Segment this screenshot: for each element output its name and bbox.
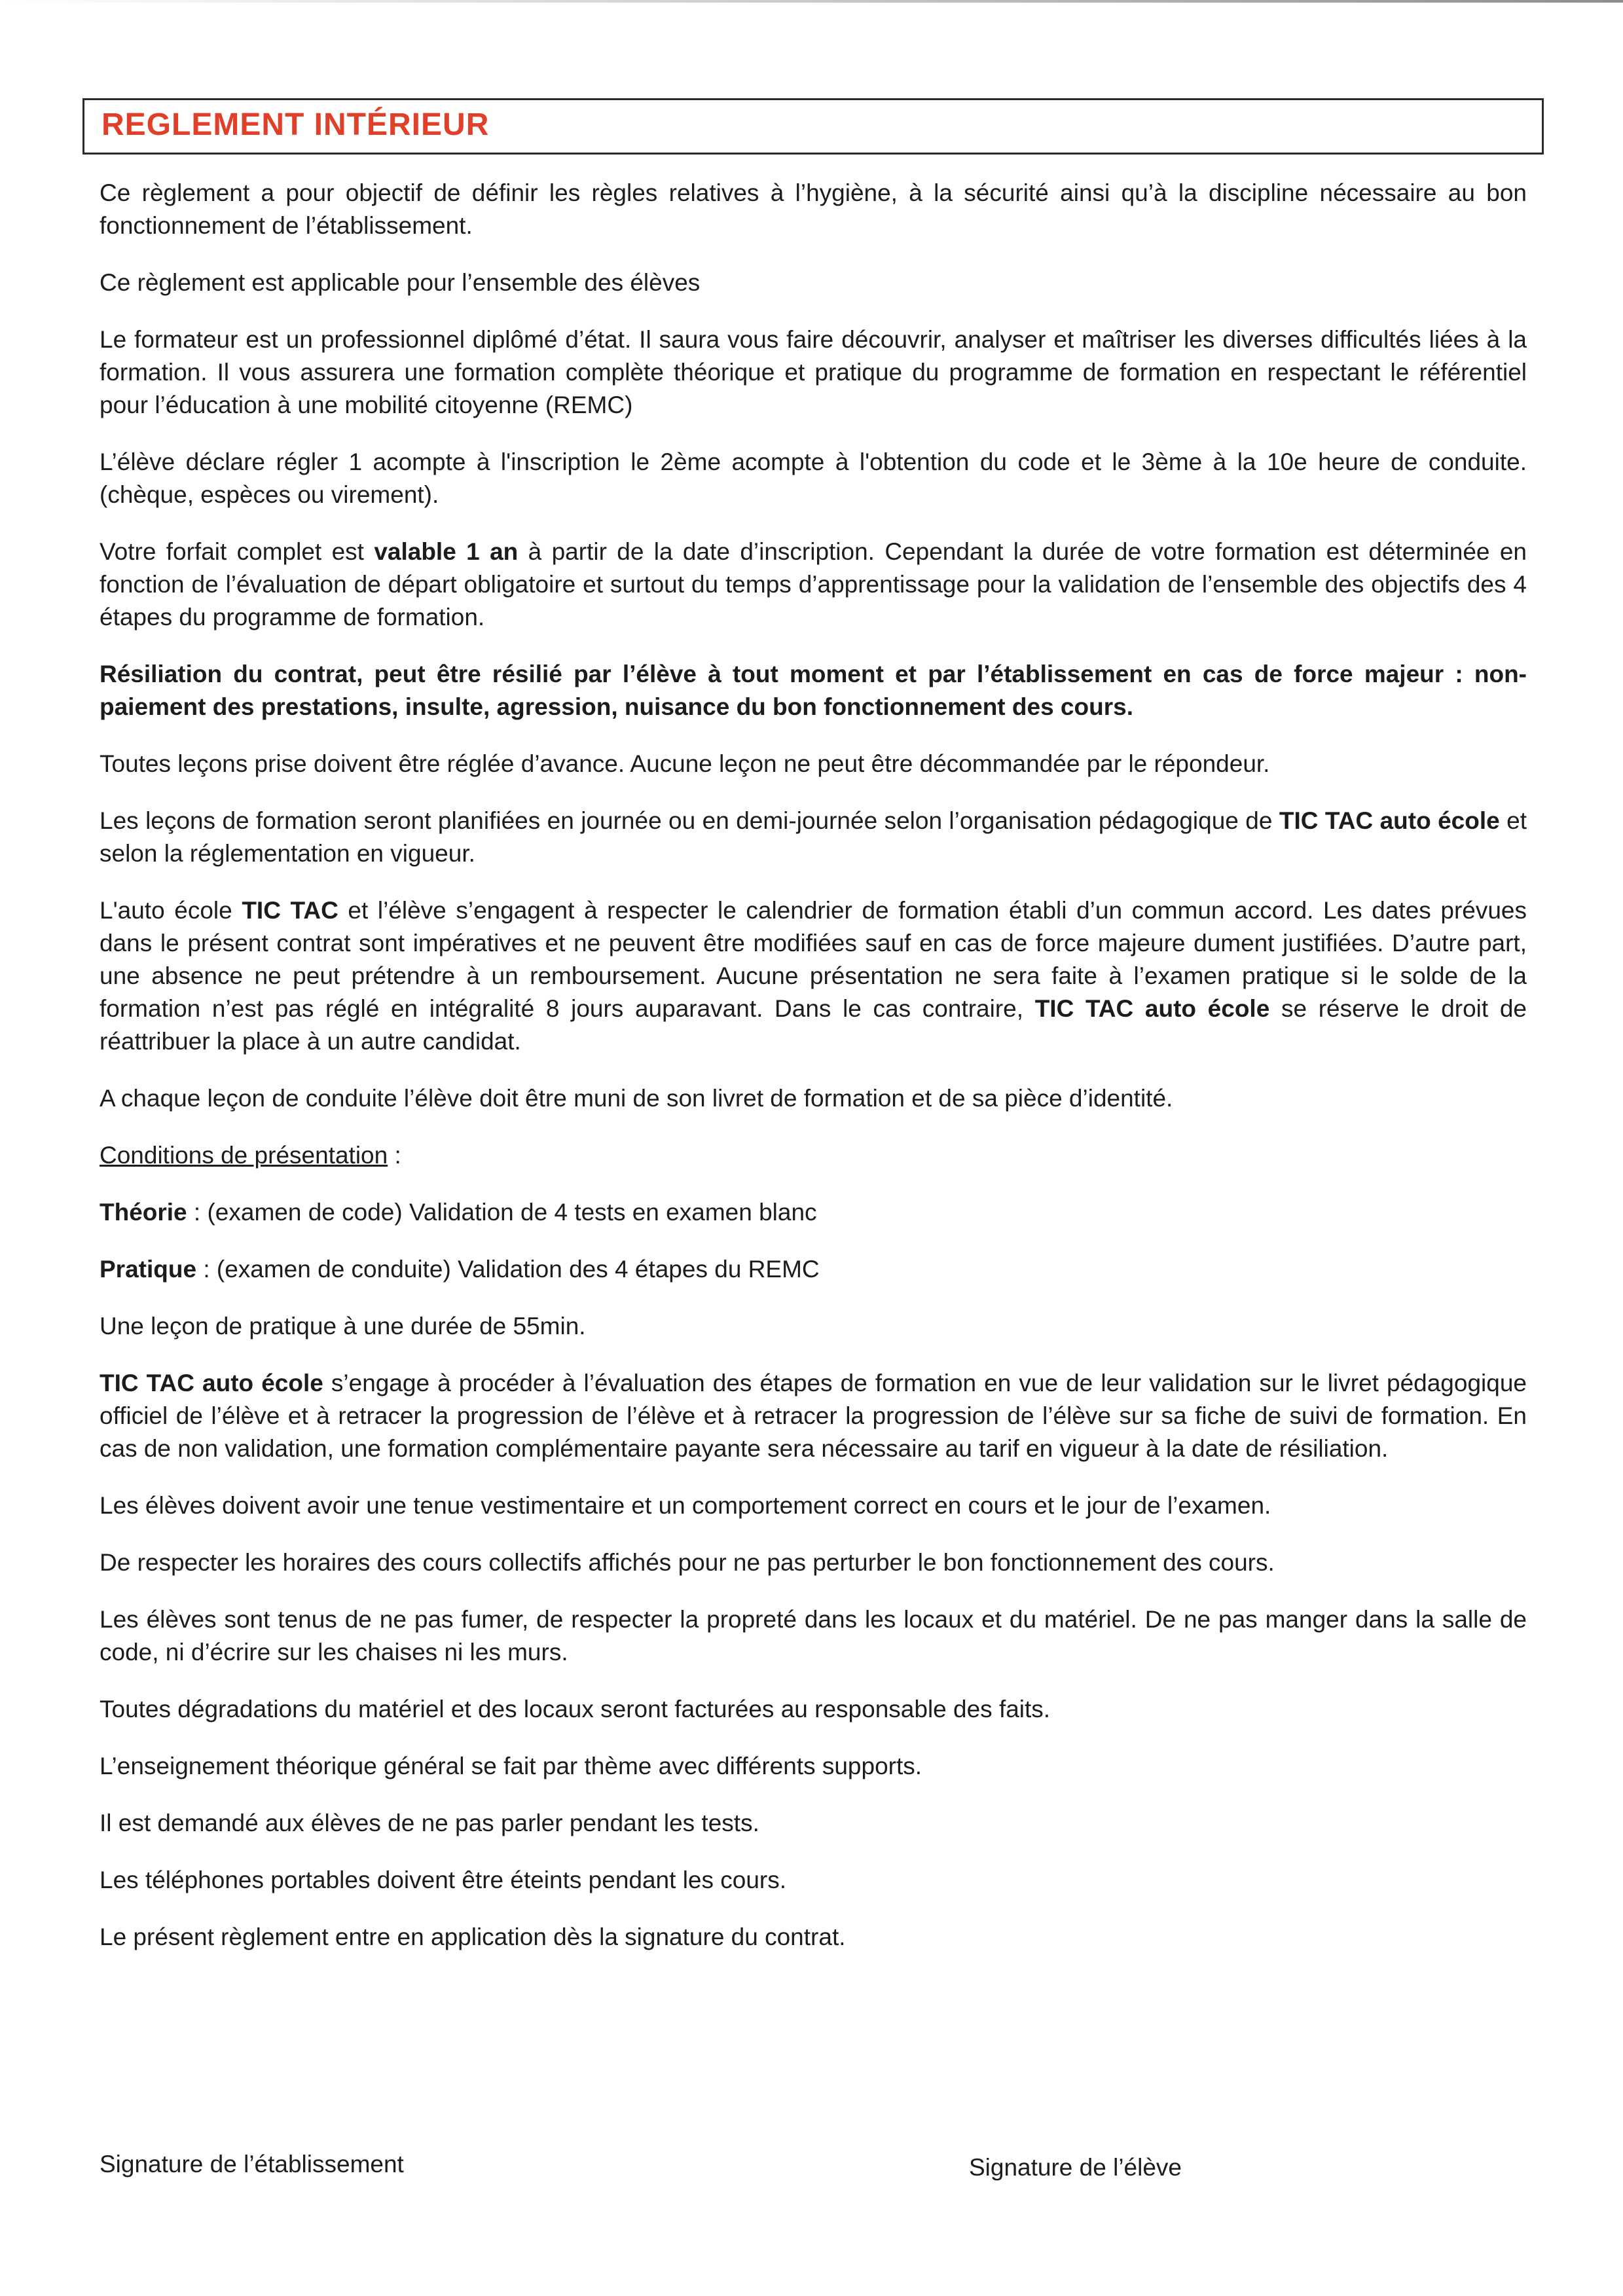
paragraph-dress-code: Les élèves doivent avoir une tenue vestimentaire et un comportement correct en cours et le jour de l’examen. (100, 1492, 1271, 1519)
text-fragment: : (examen de conduite) Validation des 4 étapes du REMC (196, 1256, 820, 1283)
paragraph-silence: Il est demandé aux élèves de ne pas parler pendant les tests. (100, 1810, 759, 1836)
text-fragment: : (388, 1142, 401, 1169)
text-fragment: et selon la réglementation en vigueur. (100, 807, 1527, 867)
text-fragment: : (examen de code) Validation de 4 tests en examen blanc (187, 1199, 817, 1226)
paragraph-schedule: De respecter les horaires des cours collectifs affichés pour ne pas perturber le bon fonctionnement des cours. (100, 1549, 1275, 1576)
paragraph-phones: Les téléphones portables doivent être éteints pendant les cours. (100, 1867, 787, 1893)
top-edge-rule (0, 0, 1623, 3)
paragraph-theory-teaching: L’enseignement théorique général se fait par thème avec différents supports. (100, 1753, 922, 1779)
title-box (82, 98, 1544, 155)
practice-label: Pratique (100, 1256, 197, 1283)
school-name: TIC TAC auto école (100, 1370, 323, 1396)
paragraph-application: Le présent règlement entre en application dès la signature du contrat. (100, 1923, 846, 1950)
bold-termination: Résiliation du contrat, peut être résilié par l’élève à tout moment et par l’établissement en cas de force majeur : non-paiement des prestations, insulte, agression, nuisance du bon fonctionnement des cours. (100, 661, 1527, 720)
paragraph-damages: Toutes dégradations du matériel et des locaux seront facturées au responsable des faits. (100, 1696, 1051, 1722)
conditions-heading: Conditions de présentation (100, 1142, 388, 1169)
paragraph-objective: Ce règlement a pour objectif de définir les règles relatives à l’hygiène, à la sécurité ainsi qu’à la discipline nécessaire au bon fonctionnement de l’établissement. (100, 179, 1527, 239)
theory-label: Théorie (100, 1199, 187, 1226)
text-fragment: à partir de la date d’inscription. Cependant la durée de votre formation est déterminée en fonction de l’évaluation de départ obligatoire et surtout du temps d’apprentissage pour la validation de l’ensemble des objectifs des 4 étapes du programme de formation. (100, 538, 1527, 630)
paragraph-theory (100, 1196, 1527, 1229)
bold-validity: valable 1 an (374, 538, 519, 565)
text-fragment: s’engage à procéder à l’évaluation des étapes de formation en vue de leur validation sur le livret pédagogique officiel de l’élève et à retracer la progression de l’élève et à retracer la progression de l’élève sur sa fiche de suivi de formation. En cas de non validation, une formation complémentaire payante sera nécessaire au tarif en vigueur à la date de résiliation. (100, 1370, 1527, 1462)
paragraph-conditions-heading (100, 1139, 1527, 1172)
text-fragment: Les leçons de formation seront planifiées en journée ou en demi-journée selon l’organisation pédagogique de (100, 807, 1279, 834)
paragraph-advance-payment: Toutes leçons prise doivent être réglée d’avance. Aucune leçon ne peut être décommandée par le répondeur. (100, 750, 1270, 777)
signature-student-label: Signature de l’élève (969, 2154, 1182, 2181)
page-title: REGLEMENT INTÉRIEUR (101, 107, 490, 142)
signature-establishment-label: Signature de l’établissement (100, 2151, 404, 2178)
paragraph-payment: L’élève déclare régler 1 acompte à l'inscription le 2ème acompte à l'obtention du code et le 3ème à la 10e heure de conduite. (chèque, espèces ou virement). (100, 448, 1527, 508)
paragraph-documents: A chaque leçon de conduite l’élève doit être muni de son livret de formation et de sa pièce d’identité. (100, 1085, 1173, 1112)
paragraph-lesson-duration: Une leçon de pratique à une durée de 55min. (100, 1313, 586, 1339)
paragraph-termination (100, 658, 1527, 723)
paragraph-trainer: Le formateur est un professionnel diplômé d’état. Il saura vous faire découvrir, analyser et maîtriser les diverses difficultés liées à la formation. Il vous assurera une formation complète théorique et pratique du programme de formation en respectant le référentiel pour l’éducation à une mobilité citoyenne (REMC) (100, 326, 1527, 418)
document-body (100, 177, 1527, 1978)
school-name: TIC TAC auto école (1034, 995, 1270, 1022)
paragraph-cleanliness: Les élèves sont tenus de ne pas fumer, de respecter la propreté dans les locaux et du matériel. De ne pas manger dans la salle de code, ni d’écrire sur les chaises ni les murs. (100, 1606, 1527, 1666)
paragraph-evaluation (100, 1367, 1527, 1465)
paragraph-practice (100, 1253, 1527, 1286)
school-name: TIC TAC auto école (1279, 807, 1500, 834)
school-name: TIC TAC (242, 897, 338, 924)
text-fragment: se réserve le droit de réattribuer la place à un autre candidat. (100, 995, 1527, 1055)
text-fragment: et l’élève s’engagent à respecter le calendrier de formation établi d’un commun accord. Les dates prévues dans le présent contrat sont impératives et ne peuvent être modifiées sauf en cas de force majeure dument justifiées. D’autre part, une absence ne peut prétendre à un remboursement. Aucune présentation ne sera faite à l’examen pratique si le solde de la formation n’est pas réglé en intégralité 8 jours auparavant. Dans le cas contraire, (100, 897, 1527, 1022)
paragraph-lesson-planning (100, 805, 1527, 870)
text-fragment: Votre forfait complet est (100, 538, 374, 565)
text-fragment: L'auto école (100, 897, 242, 924)
paragraph-calendar (100, 894, 1527, 1058)
paragraph-package-validity (100, 536, 1527, 634)
paragraph-scope: Ce règlement est applicable pour l’ensemble des élèves (100, 269, 701, 296)
